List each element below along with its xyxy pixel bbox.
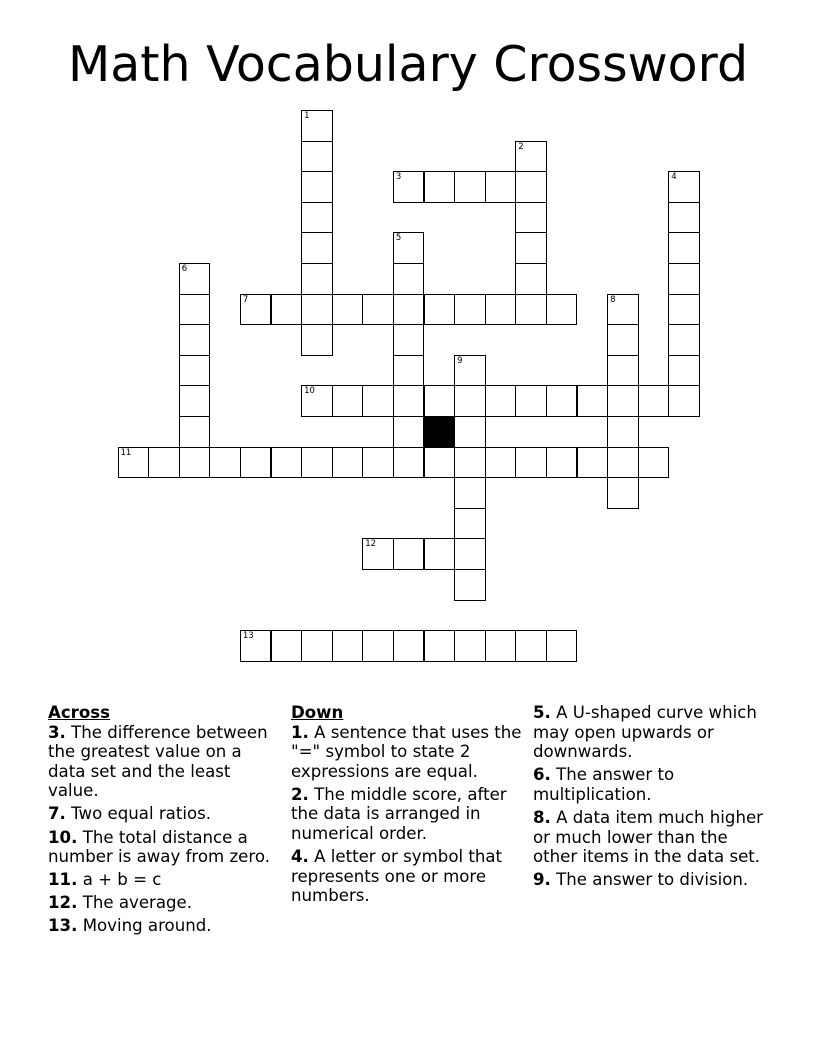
clue-text: The average. (82, 893, 193, 913)
grid-cell[interactable] (362, 630, 394, 662)
clue-number-label: 10 (304, 386, 315, 397)
clue-text: A letter or symbol that represents one or more numbers. (291, 847, 503, 906)
grid-cell[interactable] (607, 324, 639, 356)
grid-cell[interactable] (148, 447, 180, 479)
grid-cell[interactable] (362, 447, 394, 479)
clue-number: 4. (291, 847, 309, 867)
grid-cell[interactable] (454, 569, 486, 601)
clue-across-13 (48, 916, 278, 936)
grid-cell[interactable] (454, 477, 486, 509)
grid-cell[interactable] (546, 630, 578, 662)
grid-cell[interactable] (607, 355, 639, 387)
grid-cell[interactable] (271, 447, 303, 479)
grid-cell[interactable] (393, 416, 425, 448)
grid-cell[interactable] (393, 447, 425, 479)
clue-down-8 (533, 808, 773, 867)
grid-cell[interactable] (424, 385, 456, 417)
grid-cell[interactable] (577, 447, 609, 479)
grid-cell[interactable] (271, 630, 303, 662)
grid-cell[interactable] (668, 171, 700, 203)
clue-number: 1. (291, 722, 309, 742)
grid-cell[interactable] (179, 416, 211, 448)
grid-cell[interactable] (393, 171, 425, 203)
grid-cell[interactable] (607, 416, 639, 448)
down-clues-column-continued (533, 703, 773, 890)
grid-cell[interactable] (332, 385, 364, 417)
grid-cell[interactable] (301, 232, 333, 264)
grid-cell[interactable] (424, 294, 456, 326)
grid-cell[interactable] (393, 232, 425, 264)
grid-cell[interactable] (118, 447, 150, 479)
grid-cell[interactable] (454, 447, 486, 479)
puzzle-title: Math Vocabulary Crossword (67, 36, 749, 93)
grid-cell[interactable] (515, 294, 547, 326)
clue-text: Two equal ratios. (71, 804, 212, 824)
grid-cell[interactable] (515, 202, 547, 234)
grid-cell[interactable] (607, 447, 639, 479)
clue-number-label: 3 (395, 172, 402, 183)
across-clue-list (48, 723, 278, 936)
clue-number: 11. (48, 870, 78, 890)
grid-cell[interactable] (393, 294, 425, 326)
clue-text: The answer to division. (556, 870, 749, 890)
clue-text: A U-shaped curve which may open upwards or downwards. (533, 703, 757, 762)
clue-down-2 (291, 785, 523, 844)
clue-across-3 (48, 723, 278, 801)
grid-cell[interactable] (362, 294, 394, 326)
grid-cell[interactable] (668, 232, 700, 264)
grid-cell[interactable] (179, 294, 211, 326)
clue-number: 8. (533, 807, 551, 827)
grid-cell[interactable] (668, 324, 700, 356)
grid-cell[interactable] (393, 263, 425, 295)
grid-cell[interactable] (179, 263, 211, 295)
grid-cell[interactable] (668, 385, 700, 417)
down-heading: Down (291, 703, 344, 722)
clue-number-label: 5 (395, 233, 402, 244)
grid-cell[interactable] (668, 294, 700, 326)
grid-cell[interactable] (515, 385, 547, 417)
grid-cell[interactable] (668, 263, 700, 295)
grid-cell[interactable] (393, 538, 425, 570)
grid-cell[interactable] (454, 538, 486, 570)
grid-cell[interactable] (454, 355, 486, 387)
clue-across-10 (48, 828, 278, 867)
down-clues-column (291, 703, 523, 906)
grid-cell[interactable] (607, 294, 639, 326)
clue-down-1 (291, 723, 523, 782)
grid-cell[interactable] (301, 294, 333, 326)
grid-cell[interactable] (485, 171, 517, 203)
grid-cell[interactable] (515, 141, 547, 173)
grid-cell[interactable] (393, 324, 425, 356)
grid-cell[interactable] (362, 385, 394, 417)
grid-cell[interactable] (240, 294, 272, 326)
grid-cell[interactable] (485, 294, 517, 326)
grid-cell[interactable] (301, 385, 333, 417)
clue-number: 7. (48, 804, 66, 824)
grid-cell[interactable] (607, 477, 639, 509)
clue-number-label: 6 (181, 264, 188, 274)
clue-text: Moving around. (82, 916, 212, 936)
grid-cell[interactable] (301, 263, 333, 295)
clue-down-4 (291, 847, 523, 906)
grid-cell[interactable] (454, 508, 486, 540)
grid-cell[interactable] (179, 324, 211, 356)
clue-text: The total distance a number is away from zero. (48, 827, 270, 867)
clue-down-6 (533, 765, 773, 804)
down-clue-list (291, 723, 523, 906)
clue-down-9 (533, 870, 773, 890)
grid-cell[interactable] (546, 294, 578, 326)
grid-cell[interactable] (301, 141, 333, 173)
clue-across-7 (48, 804, 278, 824)
grid-cell[interactable] (485, 630, 517, 662)
grid-cell[interactable] (301, 202, 333, 234)
clue-number-label: 7 (242, 294, 249, 305)
grid-cell[interactable] (301, 171, 333, 203)
clue-number: 13. (48, 916, 78, 936)
grid-cell[interactable] (607, 385, 639, 417)
grid-cell[interactable] (240, 447, 272, 479)
grid-cell[interactable] (485, 385, 517, 417)
grid-cell[interactable] (638, 385, 670, 417)
grid-cell[interactable] (179, 385, 211, 417)
grid-cell[interactable] (424, 447, 456, 479)
grid-cell[interactable] (424, 630, 456, 662)
grid-cell[interactable] (546, 385, 578, 417)
clue-number-label: 13 (242, 631, 254, 642)
grid-cell[interactable] (271, 294, 303, 326)
clue-down-5 (533, 703, 773, 762)
grid-cell[interactable] (515, 232, 547, 264)
clue-text: A sentence that uses the "=" symbol to state 2 expressions are equal. (291, 722, 522, 781)
clue-number: 5. (533, 703, 551, 722)
grid-cell[interactable] (454, 416, 486, 448)
grid-cell[interactable] (638, 447, 670, 479)
grid-cell[interactable] (668, 202, 700, 234)
grid-cell[interactable] (393, 355, 425, 387)
grid-cell[interactable] (424, 171, 456, 203)
grid-cell[interactable] (301, 324, 333, 356)
clue-text: The middle score, after the data is arranged in numerical order. (291, 784, 507, 844)
grid-cell[interactable] (301, 447, 333, 479)
grid-cell[interactable] (301, 630, 333, 662)
grid-cell[interactable] (454, 294, 486, 326)
clue-number-label: 9 (457, 355, 463, 366)
grid-cell[interactable] (209, 447, 241, 479)
clue-text: A data item much higher or much lower than the other items in the data set. (533, 807, 763, 867)
grid-cell[interactable] (668, 355, 700, 387)
clue-number-label: 11 (120, 447, 132, 458)
grid-cell[interactable] (454, 171, 486, 203)
clue-number-label: 8 (610, 294, 616, 305)
grid-cell[interactable] (332, 447, 364, 479)
grid-cell[interactable] (393, 630, 425, 662)
grid-cell[interactable] (515, 447, 547, 479)
grid-cell[interactable] (362, 538, 394, 570)
grid-cell[interactable] (546, 447, 578, 479)
clue-number-label: 2 (518, 141, 524, 152)
grid-block (424, 416, 456, 448)
grid-cell[interactable] (515, 630, 547, 662)
clue-number: 10. (48, 827, 78, 847)
clue-text: a + b = c (82, 870, 162, 890)
clue-number: 3. (48, 722, 66, 742)
clue-number: 6. (533, 765, 551, 785)
grid-cell[interactable] (485, 447, 517, 479)
grid-cell[interactable] (179, 447, 211, 479)
grid-cell[interactable] (577, 385, 609, 417)
clue-number: 9. (533, 870, 551, 890)
grid-cell[interactable] (393, 385, 425, 417)
grid-cell[interactable] (515, 171, 547, 203)
across-clues-column (48, 703, 278, 936)
grid-cell[interactable] (240, 630, 272, 662)
grid-cell[interactable] (332, 630, 364, 662)
grid-cell[interactable] (424, 538, 456, 570)
grid-cell[interactable] (332, 294, 364, 326)
clue-number-label: 4 (671, 172, 677, 183)
clue-across-12 (48, 893, 278, 913)
clue-number: 2. (291, 784, 309, 804)
grid-cell[interactable] (179, 355, 211, 387)
across-heading: Across (48, 703, 111, 722)
grid-cell[interactable] (515, 263, 547, 295)
clue-number-label: 1 (304, 111, 310, 121)
clue-text: The difference between the greatest value on a data set and the least value. (48, 722, 268, 801)
grid-cell[interactable] (454, 630, 486, 662)
clue-number: 12. (48, 893, 78, 913)
grid-cell[interactable] (454, 385, 486, 417)
grid-cell[interactable] (301, 110, 333, 142)
clue-across-11 (48, 870, 278, 890)
clue-number-label: 12 (365, 539, 377, 550)
clue-text: The answer to multiplication. (533, 765, 675, 804)
